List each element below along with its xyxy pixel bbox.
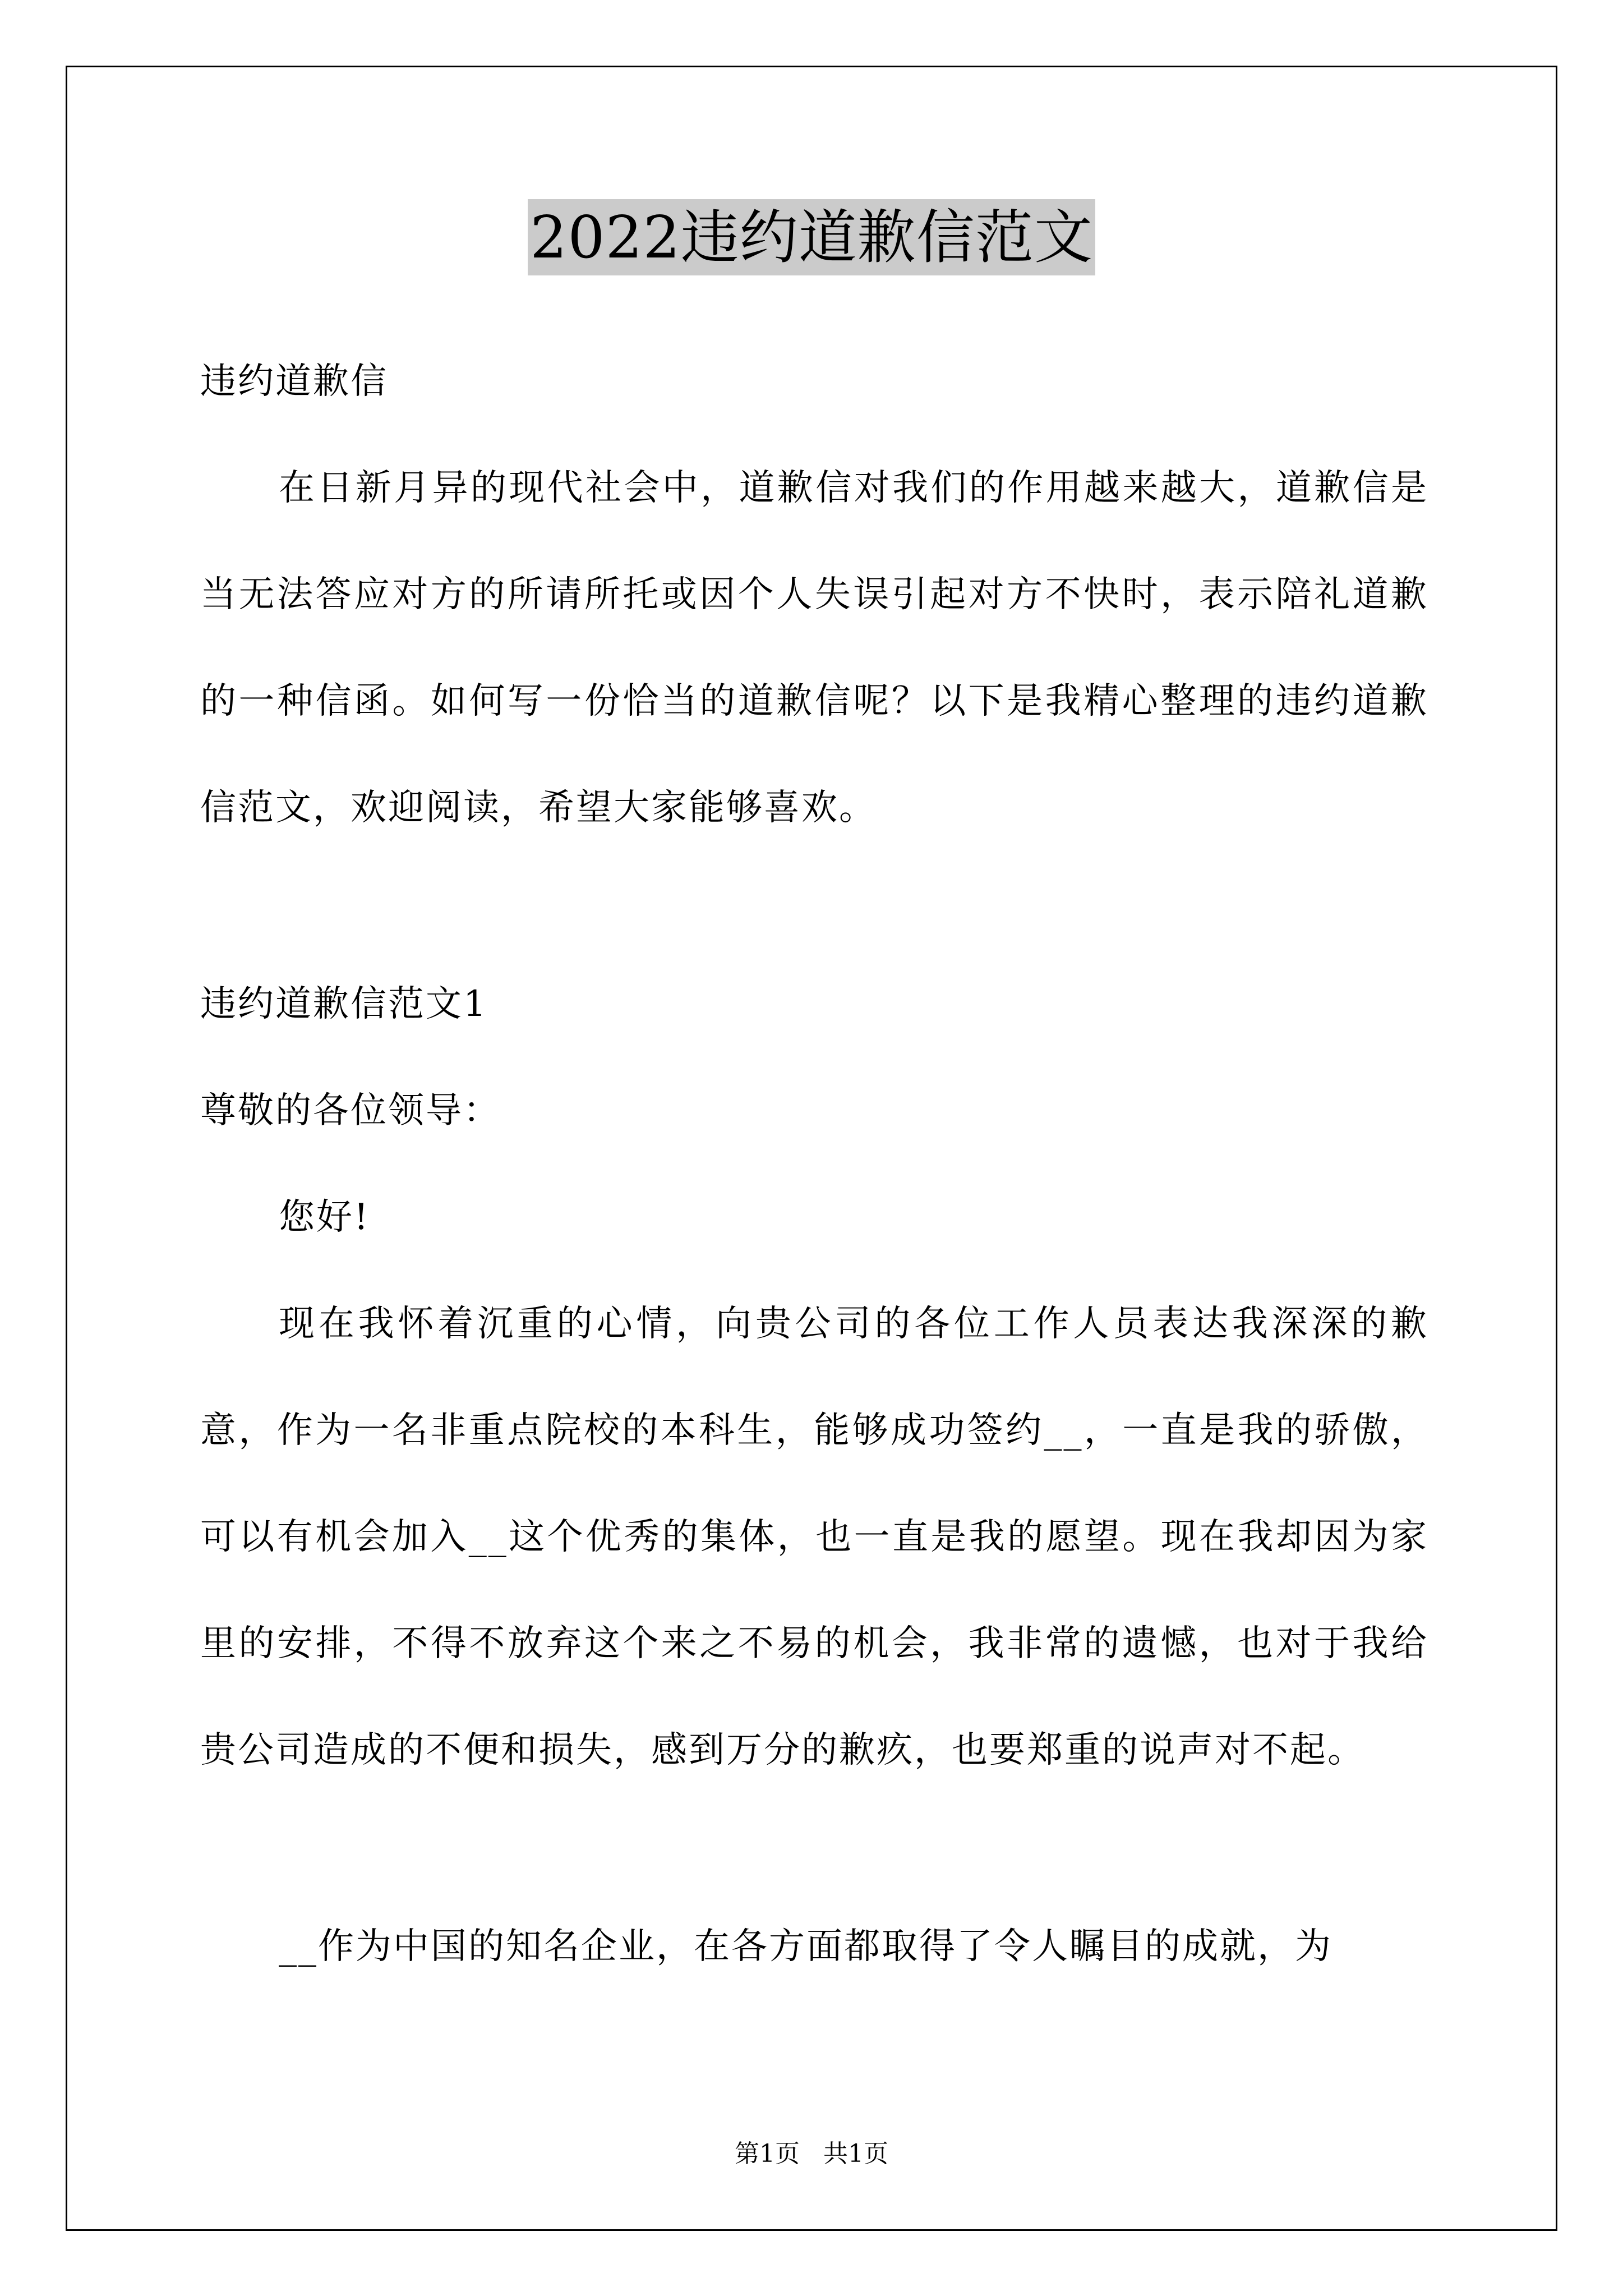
page-total: 共1页	[823, 2139, 888, 2168]
body-paragraph: __作为中国的知名企业，在各方面都取得了令人瞩目的成就，为	[279, 1926, 1332, 1967]
intro-paragraph: 在日新月异的现代社会中，道歉信对我们的作用越来越大，道歉信是当无法答应对方的所请所托或因个人失误引起对方不快时，表示陪礼道歉的一种信函。如何写一份恰当的道歉信呢？以下是我精心整理的违约道歉信范文，欢迎阅读，希望大家能够喜欢。	[200, 467, 1428, 829]
page-number: 第1页	[735, 2139, 800, 2168]
document-title: 2022违约道歉信范文	[528, 199, 1095, 275]
sample-heading: 违约道歉信范文1	[200, 983, 488, 1025]
body-paragraph: 现在我怀着沉重的心情，向贵公司的各位工作人员表达我深深的歉意，作为一名非重点院校的本科生，能够成功签约__，一直是我的骄傲，可以有机会加入__这个优秀的集体，也一直是我的愿望。现在我却因为家里的安排，不得不放弃这个来之不易的机会，我非常的遗憾，也对于我给贵公司造成的不便和损失，感到万分的歉疚，也要郑重的说声对不起。	[200, 1303, 1428, 1771]
title-container	[0, 199, 1623, 275]
salutation: 尊敬的各位领导：	[200, 1090, 501, 1131]
section-heading: 违约道歉信	[200, 361, 388, 402]
greeting: 您好!	[279, 1197, 370, 1238]
page-footer	[0, 2137, 1623, 2171]
